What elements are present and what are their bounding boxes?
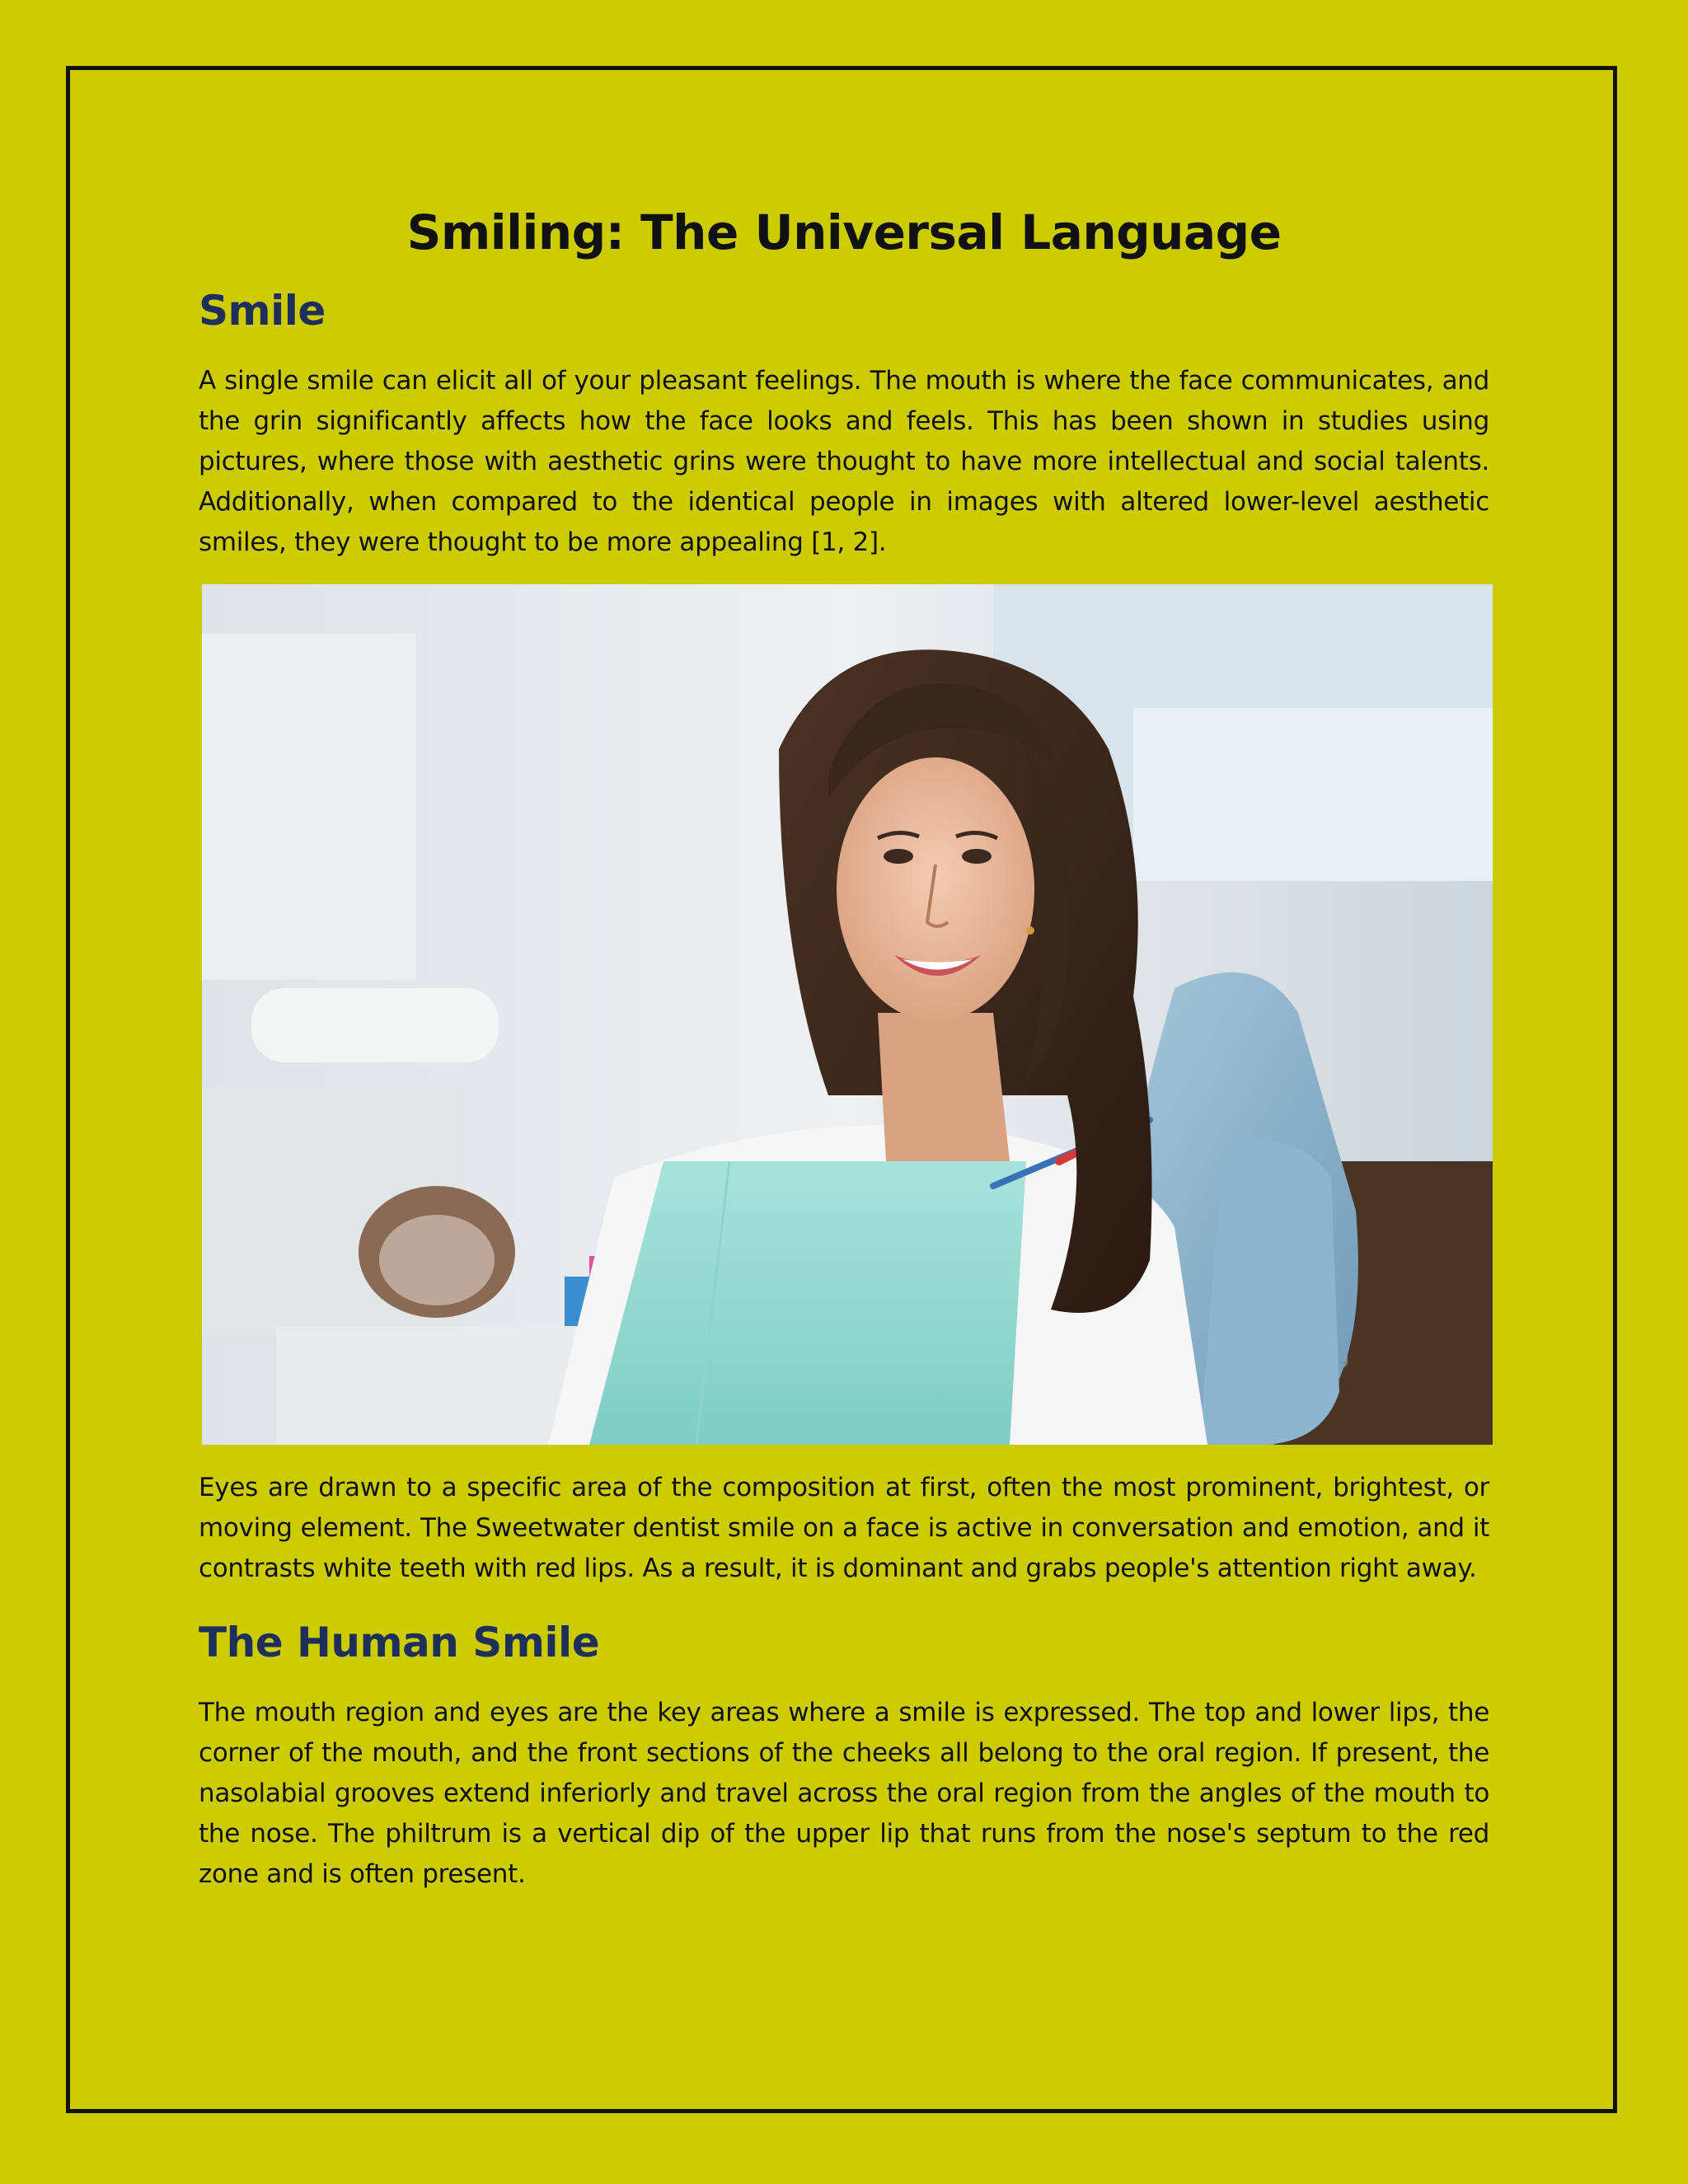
section-heading-smile: Smile — [199, 287, 326, 335]
section-heading-human-smile: The Human Smile — [199, 1619, 600, 1666]
paragraph-attention: Eyes are drawn to a specific area of the composition at first, often the most prominent, brightest, or moving element. The Sweetwater dentist smile on a face is active in conversation and emotion, and it contrasts white teeth with red lips. As a result, it is dominant and grabs people's attention right away. — [199, 1473, 1489, 1583]
document-content — [199, 198, 1489, 1895]
document-title: Smiling: The Universal Language — [406, 204, 1282, 260]
dental-patient-photo — [202, 584, 1493, 1445]
paragraph-smile-intro: A single smile can elicit all of your pleasant feelings. The mouth is where the face communicates, and the grin significantly affects how the face looks and feels. This has been shown in studies using pictures, where those with aesthetic grins were thought to have more intellectual and social talents. Additionally, when compared to the identical people in images with altered lower-level aesthetic smiles, they were thought to be more appealing [1, 2]. — [199, 366, 1489, 557]
paragraph-human-smile: The mouth region and eyes are the key areas where a smile is expressed. The top and lower lips, the corner of the mouth, and the front sections of the cheeks all belong to the oral region. If present, the nasolabial grooves extend inferiorly and travel across the oral region from the angles of the mouth to the nose. The philtrum is a vertical dip of the upper lip that runs from the nose's septum to the red zone and is often present. — [199, 1698, 1489, 1889]
